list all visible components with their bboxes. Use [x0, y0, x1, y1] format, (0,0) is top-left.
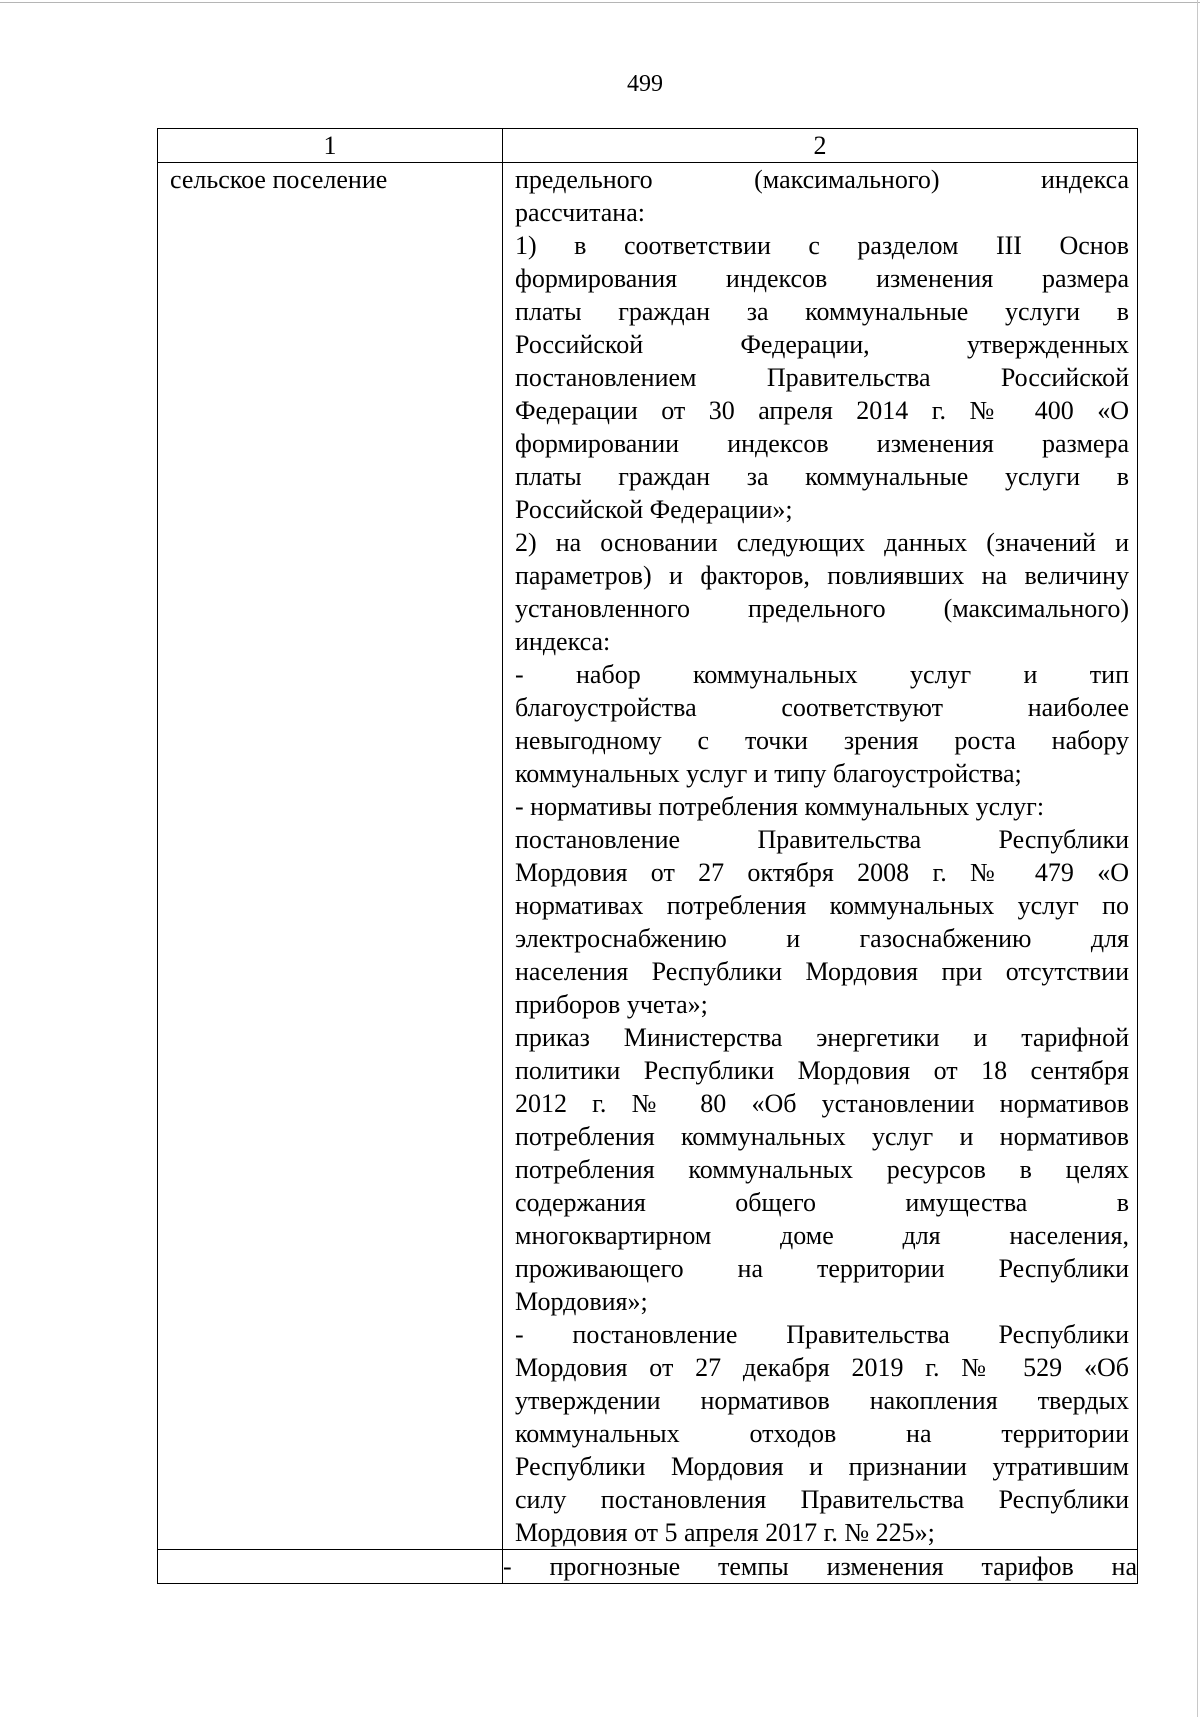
table-row	[158, 163, 1138, 1550]
text-line: Российской Федерации, утвержденных	[515, 330, 1129, 359]
text-line: - набор коммунальных услуг и тип	[515, 660, 1129, 689]
text-line: Федерации от 30 апреля 2014 г. № 400 «О	[515, 396, 1129, 425]
text-line: предельного (максимального) индекса	[515, 165, 1129, 194]
text-line: формировании индексов изменения размера	[515, 429, 1129, 458]
text-line: благоустройства соответствуют наиболее	[515, 693, 1129, 722]
document-table	[157, 128, 1138, 1584]
text-line: невыгодному с точки зрения роста набору	[515, 726, 1129, 755]
text-line: 2) на основании следующих данных (значений и	[515, 528, 1129, 557]
text-line: - нормативы потребления коммунальных услуг:	[515, 792, 1045, 821]
text-line: населения Республики Мордовия при отсутствии	[515, 957, 1129, 986]
text-line: нормативах потребления коммунальных услуг по	[515, 891, 1129, 920]
text-line: политики Республики Мордовия от 18 сентября	[515, 1056, 1129, 1085]
text-line: Мордовия от 5 апреля 2017 г. № 225»;	[515, 1518, 935, 1547]
text-line: 1) в соответствии с разделом III Основ	[515, 231, 1129, 260]
scan-edge-right	[1197, 0, 1198, 1717]
text-line: Мордовия от 27 октября 2008 г. № 479 «О	[515, 858, 1129, 887]
text-line: приборов учета»;	[515, 990, 708, 1019]
text-line: электроснабжению и газоснабжению для	[515, 924, 1129, 953]
page-number: 499	[627, 71, 663, 97]
text-line: потребления коммунальных услуг и нормативов	[515, 1122, 1129, 1151]
text-line: коммунальных отходов на территории	[515, 1419, 1129, 1448]
text-line: приказ Министерства энергетики и тарифной	[515, 1023, 1129, 1052]
text-line: постановление Правительства Республики	[515, 825, 1129, 854]
text-line: Республики Мордовия и признании утратившим	[515, 1452, 1129, 1481]
text-line: проживающего на территории Республики	[515, 1254, 1129, 1283]
text-line: - постановление Правительства Республики	[515, 1320, 1129, 1349]
text-line: постановлением Правительства Российской	[515, 363, 1129, 392]
text-line: формирования индексов изменения размера	[515, 264, 1129, 293]
text-line: коммунальных услуг и типу благоустройства;	[515, 759, 1022, 788]
column-header-1: 1	[158, 129, 503, 163]
text-line: платы граждан за коммунальные услуги в	[515, 297, 1129, 326]
row-text-cell	[503, 163, 1138, 1550]
row-text-cell-cut	[503, 1550, 1138, 1584]
text-line-cut: - прогнозные темпы изменения тарифов на	[503, 1552, 1137, 1581]
text-line: Мордовия»;	[515, 1287, 648, 1316]
text-line: рассчитана:	[515, 198, 645, 227]
row-label-cell	[158, 163, 503, 1550]
row-label-cell-cut	[158, 1550, 503, 1584]
text-line: силу постановления Правительства Республики	[515, 1485, 1129, 1514]
text-line: потребления коммунальных ресурсов в целях	[515, 1155, 1129, 1184]
text-line: параметров) и факторов, повлиявших на величину	[515, 561, 1129, 590]
text-line: индекса:	[515, 627, 611, 656]
row-label: сельское поселение	[170, 165, 388, 194]
table-row-cut	[158, 1550, 1138, 1584]
text-line: многоквартирном доме для населения,	[515, 1221, 1129, 1250]
text-line: Мордовия от 27 декабря 2019 г. № 529 «Об	[515, 1353, 1129, 1382]
text-line: Российской Федерации»;	[515, 495, 793, 524]
table-header-row	[158, 129, 1138, 163]
text-line: утверждении нормативов накопления твердых	[515, 1386, 1129, 1415]
text-line: содержания общего имущества в	[515, 1188, 1129, 1217]
text-line: 2012 г. № 80 «Об установлении нормативов	[515, 1089, 1129, 1118]
text-line: платы граждан за коммунальные услуги в	[515, 462, 1129, 491]
scan-edge-top	[0, 2, 1200, 3]
text-line: установленного предельного (максимального)	[515, 594, 1129, 623]
column-header-2: 2	[503, 129, 1138, 163]
